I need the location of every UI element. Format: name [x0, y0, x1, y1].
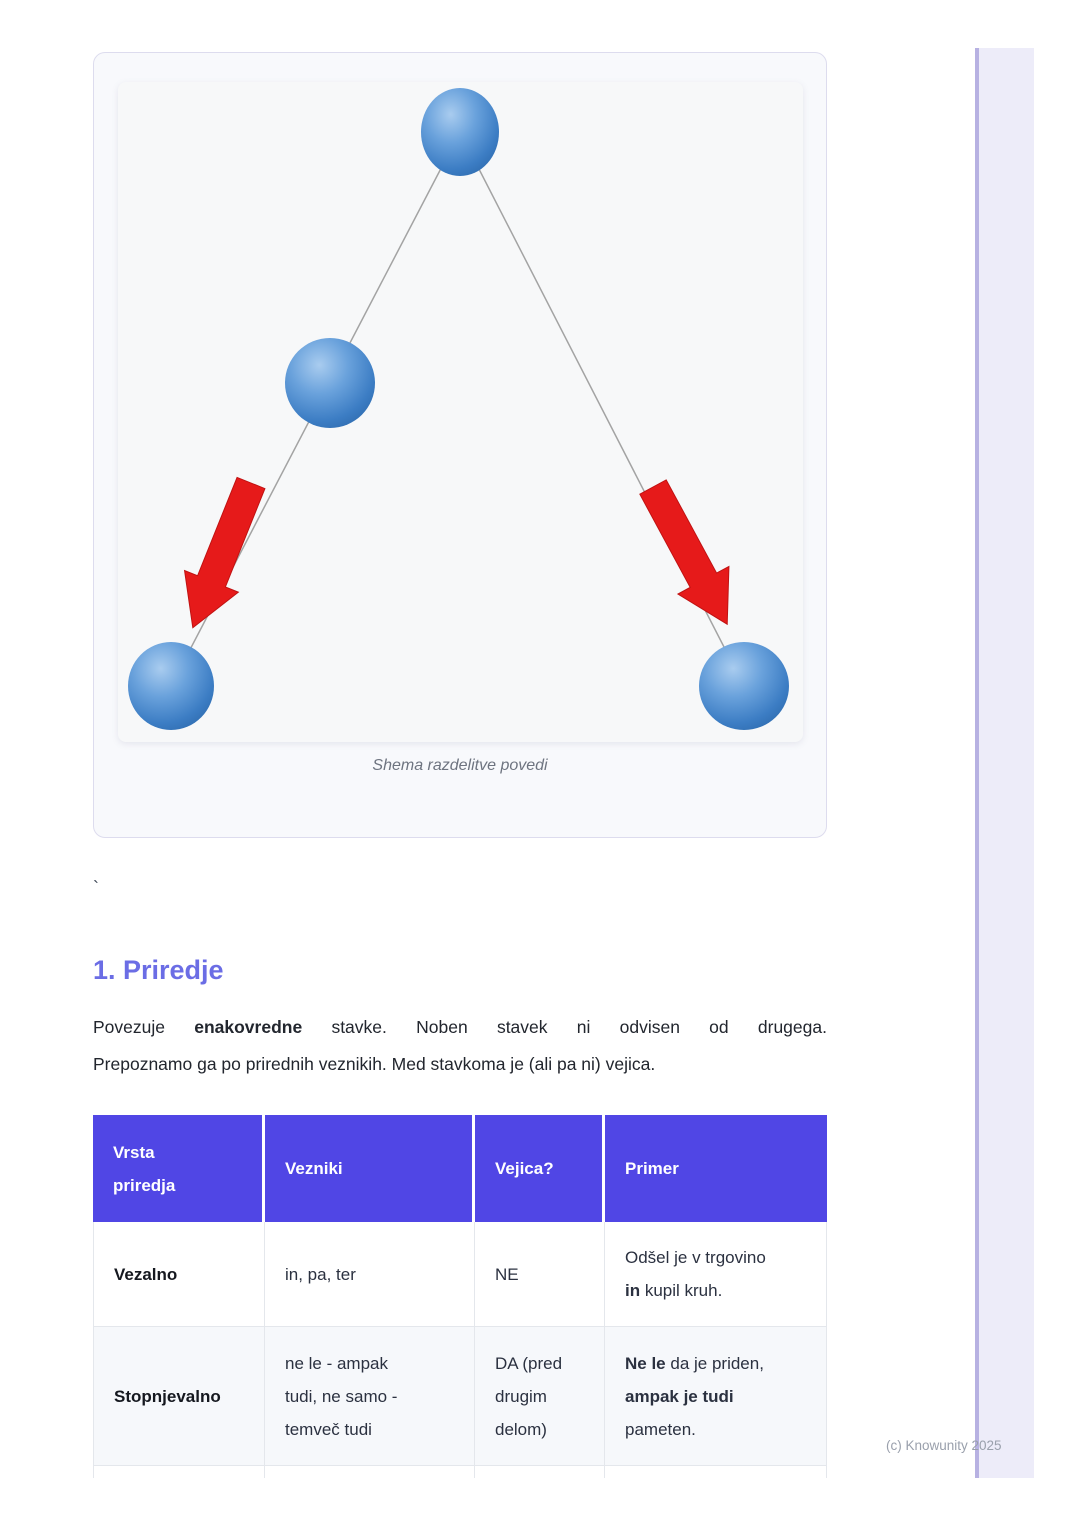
text-segment: stavke. Noben stavek ni odvisen od drugega. — [302, 1017, 827, 1037]
table-cell — [475, 1222, 605, 1327]
header-cell-vrsta: Vrsta priredja — [93, 1115, 265, 1222]
text-segment: ne le - ampak — [285, 1353, 388, 1373]
watermark-text: (c) Knowunity 2025 — [886, 1438, 1002, 1453]
priredje-table — [93, 1115, 827, 1478]
table-cell — [93, 1466, 265, 1478]
table-cell — [605, 1222, 827, 1327]
table-row — [93, 1466, 827, 1478]
text-segment: tudi, ne samo - — [285, 1386, 398, 1406]
table-cell — [605, 1466, 827, 1478]
paragraph-line — [93, 1014, 827, 1041]
diagram-image — [118, 82, 803, 742]
text-segment: delom) — [495, 1419, 547, 1439]
section-paragraph — [93, 1014, 827, 1078]
table-row — [93, 1222, 827, 1327]
table-cell — [605, 1327, 827, 1466]
node-circle-bottom-left — [128, 642, 214, 730]
table-header-row — [93, 1115, 827, 1222]
text-segment: drugim — [495, 1386, 547, 1406]
text-segment: Prepoznamo ga po prirednih veznikih. Med stavkoma je (ali pa ni) vejica. — [93, 1054, 656, 1074]
node-circle-top — [421, 88, 499, 176]
figure-card — [93, 52, 827, 838]
text-segment: NE — [495, 1264, 519, 1284]
text-segment: pameten. — [625, 1419, 696, 1439]
text-segment: da je priden, — [665, 1353, 764, 1373]
table-cell — [475, 1327, 605, 1466]
text-segment: Odšel je v trgovino — [625, 1248, 766, 1267]
text-segment: enakovredne — [194, 1017, 303, 1037]
table-cell — [265, 1466, 475, 1478]
text-segment: Stopnjevalno — [114, 1386, 221, 1406]
node-circle-bottom-right — [699, 642, 789, 730]
text-segment: in — [625, 1281, 641, 1300]
text-segment: DA (pred — [495, 1353, 563, 1373]
text-segment: in, pa, ter — [285, 1264, 356, 1284]
header-cell-vejica: Vejica? — [475, 1115, 605, 1222]
table-cell — [93, 1222, 265, 1327]
red-arrow-right-icon — [627, 473, 752, 638]
figure-caption: Shema razdelitve povedi — [372, 757, 548, 774]
page-edge-strip — [975, 48, 1034, 1478]
section-heading: 1. Priredje — [93, 955, 224, 985]
table-cell — [93, 1327, 265, 1466]
text-segment: Vezalno — [114, 1264, 178, 1284]
text-segment: kupil kruh. — [640, 1281, 723, 1300]
text-segment: ampak je tudi — [625, 1386, 734, 1406]
text-segment: temveč tudi — [285, 1419, 372, 1439]
text-segment: Ne le — [625, 1353, 666, 1373]
paragraph-line — [93, 1051, 827, 1078]
stray-character: ` — [93, 878, 99, 898]
node-circle-middle — [285, 338, 375, 428]
red-arrow-left-icon — [165, 472, 277, 638]
table-cell — [475, 1466, 605, 1478]
table-cell — [265, 1327, 475, 1466]
text-segment: Povezuje — [93, 1017, 195, 1037]
header-cell-primer: Primer — [605, 1115, 827, 1222]
header-cell-vezniki: Vezniki — [265, 1115, 475, 1222]
tree-diagram-svg — [118, 82, 803, 742]
table-cell — [265, 1222, 475, 1327]
table-row — [93, 1327, 827, 1466]
